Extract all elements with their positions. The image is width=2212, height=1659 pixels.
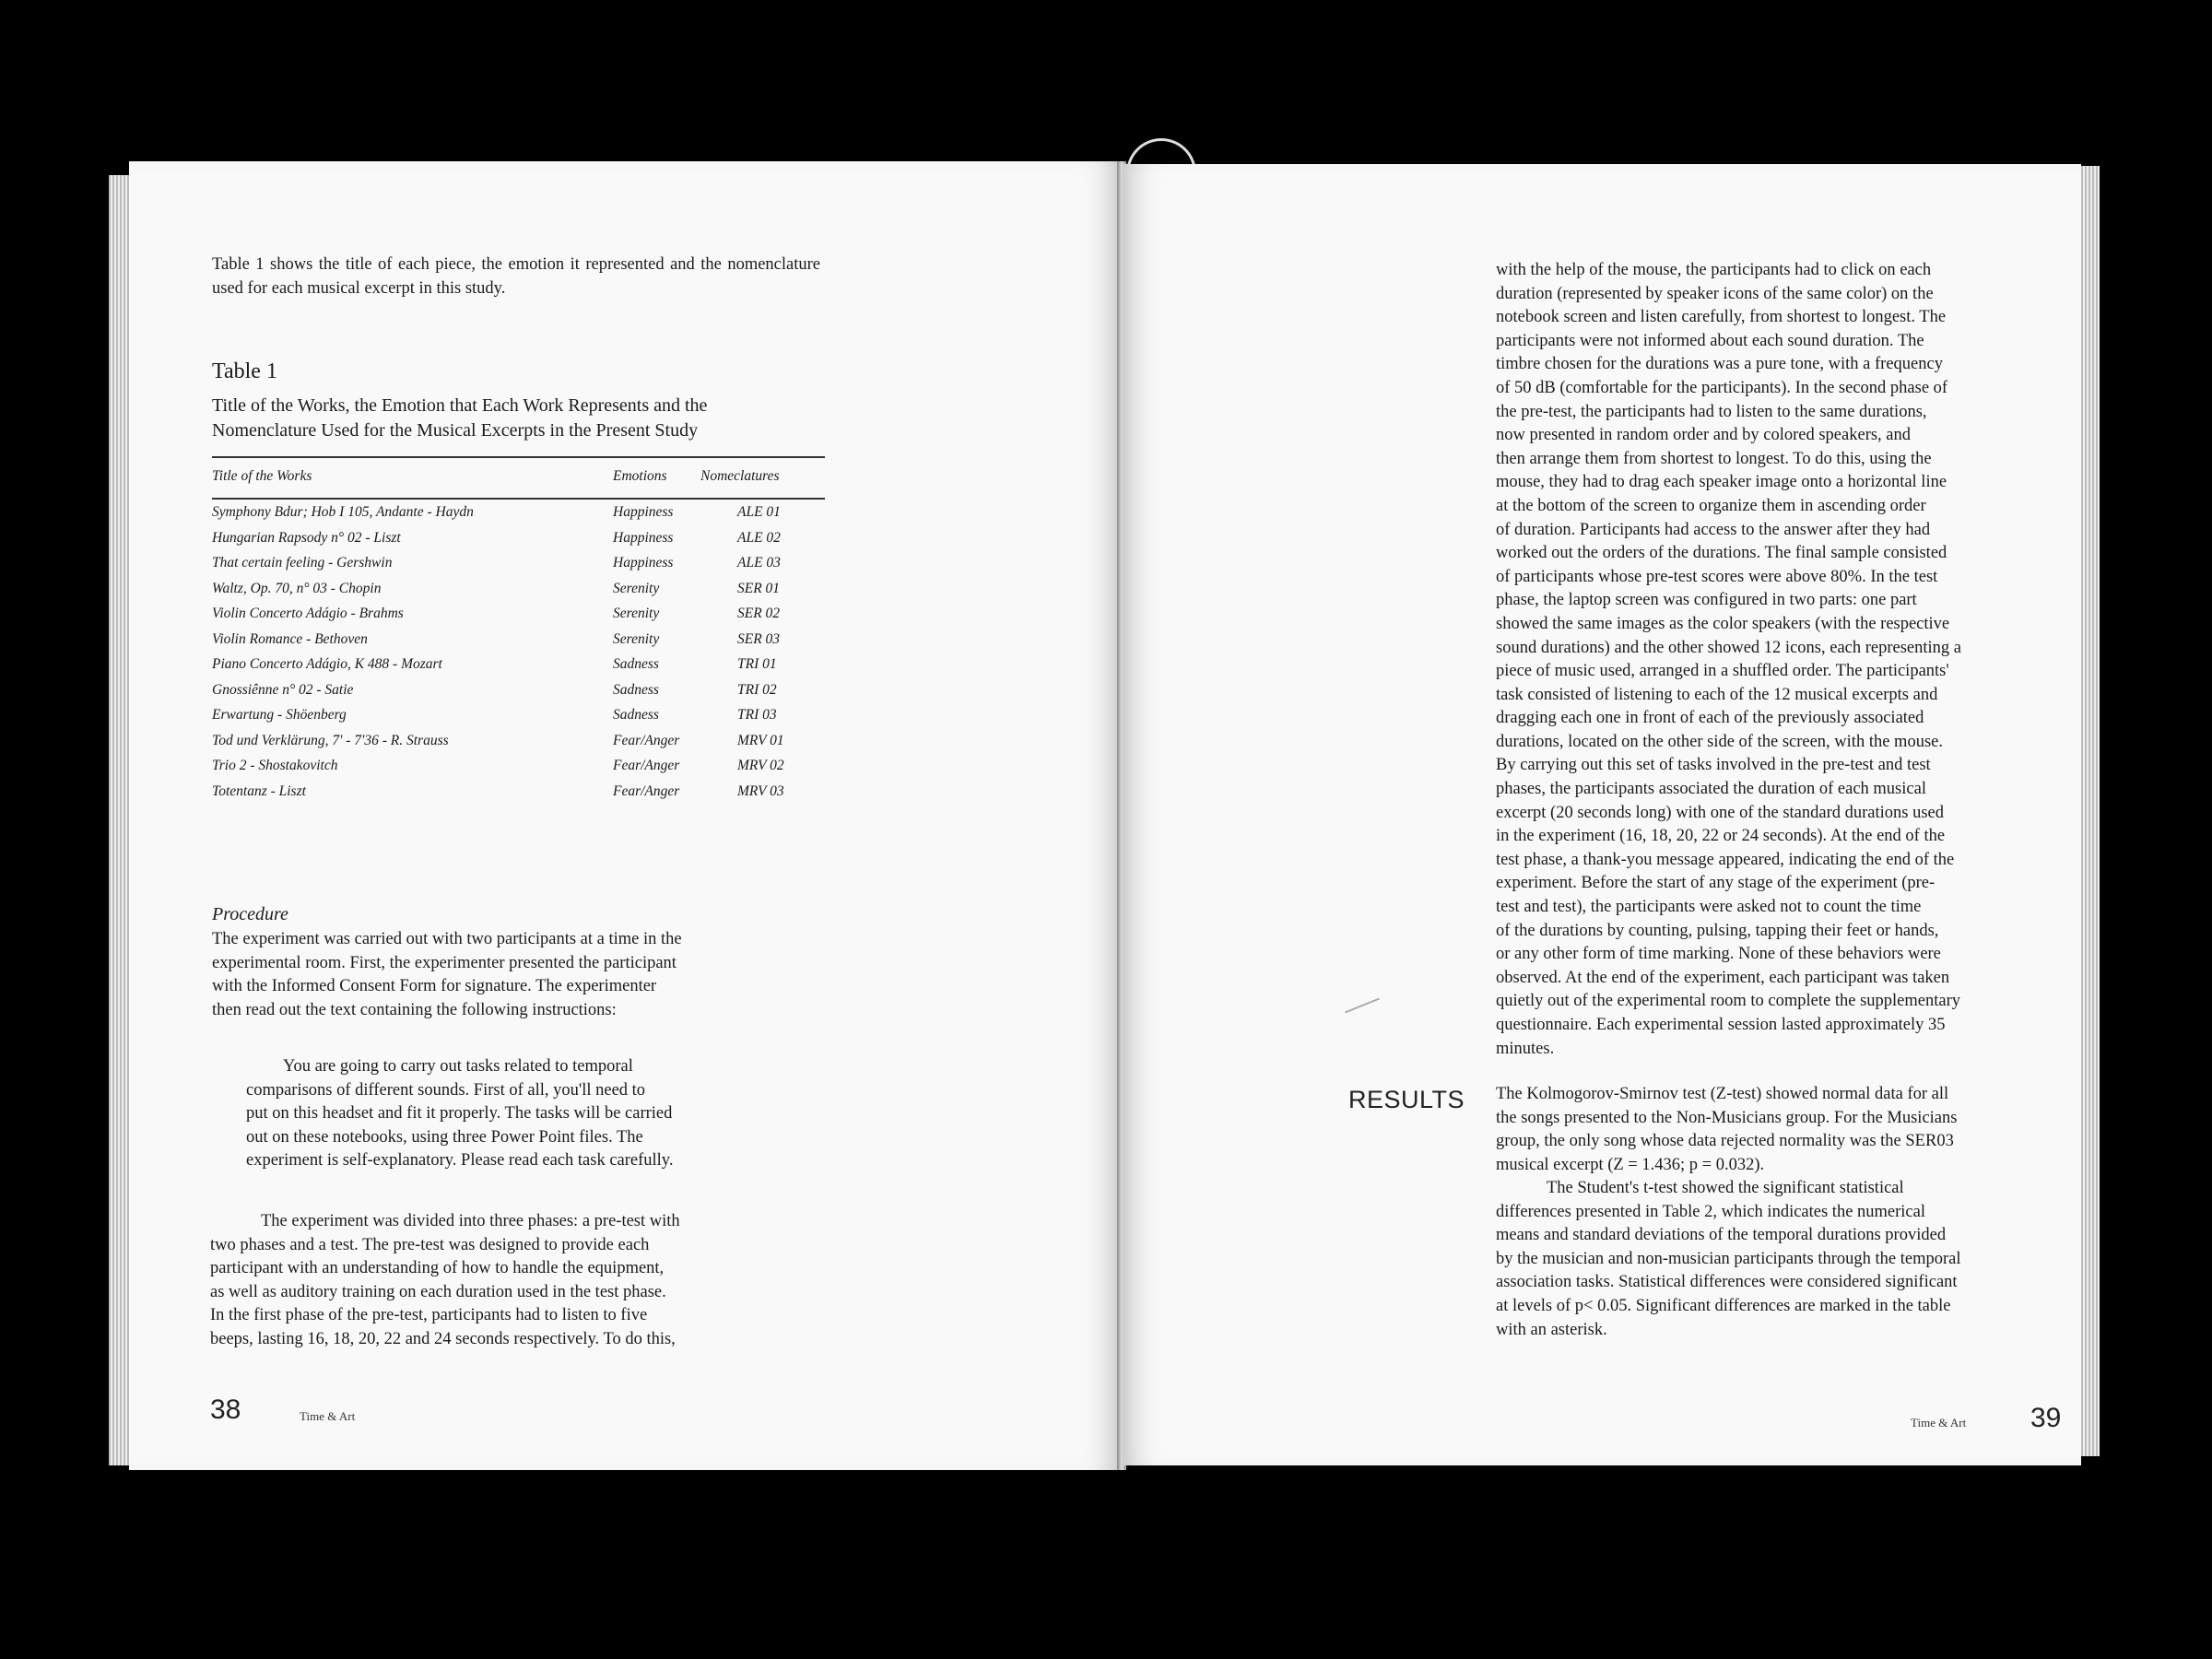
text-line: of the durations by counting, pulsing, tapping their feet or hands, — [1496, 921, 1939, 940]
phases-paragraph — [210, 1210, 846, 1352]
emotion-cell: Sadness — [613, 707, 659, 724]
table-row — [212, 551, 825, 577]
text-line: participant with an understanding of how to handle the equipment, — [210, 1259, 665, 1278]
text-line: put on this headset and fit it properly. The tasks will be carried — [246, 1104, 673, 1124]
text-line: of duration. Participants had access to the answer after they had — [1496, 520, 1931, 539]
text-line: quietly out of the experimental room to complete the supplementary — [1496, 992, 1960, 1011]
text-line: showed the same images as the color speakers (with the respective — [1496, 614, 1950, 633]
nomenclature-cell: SER 02 — [737, 606, 781, 622]
nomenclature-cell: TRI 03 — [737, 707, 777, 724]
table-top-rule — [212, 456, 825, 458]
running-title-right: Time & Art — [1911, 1416, 1967, 1430]
text-line: by the musician and non-musician participants through the temporal — [1496, 1249, 1961, 1268]
text-line: notebook screen and listen carefully, from shortest to longest. The — [1496, 308, 1947, 327]
text-line: beeps, lasting 16, 18, 20, 22 and 24 seconds respectively. To do this, — [210, 1329, 676, 1348]
results-paragraph-2 — [1496, 1177, 2077, 1342]
text-line: The experiment was carried out with two participants at a time in the — [212, 930, 682, 948]
text-line: By carrying out this set of tasks involved in the pre-test and test — [1496, 756, 1931, 775]
text-line: at the bottom of the screen to organize them in ascending order — [1496, 496, 1926, 515]
nomenclature-cell: TRI 01 — [737, 656, 777, 673]
text-line: questionnaire. Each experimental session lasted approximately 35 — [1496, 1016, 1946, 1034]
results-paragraph — [1496, 1083, 2067, 1177]
text-line: The experiment was divided into three phases: a pre-test with — [261, 1212, 680, 1230]
nomenclature-cell: ALE 02 — [737, 529, 781, 546]
text-line: test and test), the participants were asked not to count the time — [1496, 898, 1922, 917]
work-title-cell: Hungarian Rapsody n° 02 - Liszt — [212, 529, 401, 546]
table-row — [212, 602, 825, 628]
text-line: with an asterisk. — [1496, 1320, 1607, 1339]
column-header-emotions: Emotions — [613, 467, 667, 484]
text-line: The Kolmogorov-Smirnov test (Z-test) showed normal data for all — [1496, 1085, 1949, 1103]
emotion-cell: Fear/Anger — [613, 758, 680, 774]
work-title-cell: Symphony Bdur; Hob I 105, Andante - Haydn — [212, 504, 474, 521]
running-title-left: Time & Art — [300, 1409, 356, 1423]
text-line: now presented in random order and by colored speakers, and — [1496, 426, 1912, 445]
text-line: phase, the laptop screen was configured in two parts: one part — [1496, 591, 1917, 610]
continued-paragraph — [1496, 259, 2067, 1061]
work-title-cell: Erwartung - Shöenberg — [212, 707, 347, 724]
work-title-cell: Gnossiênne n° 02 - Satie — [212, 681, 354, 698]
text-line: with the Informed Consent Form for signature. The experimenter — [212, 977, 657, 996]
table-row — [212, 627, 825, 653]
text-line: timbre chosen for the durations was a pure tone, with a frequency — [1496, 355, 1943, 374]
intro-paragraph: Table 1 shows the title of each piece, the emotion it represented and the nomenclature used for each musical excerpt in this study. — [212, 255, 820, 298]
text-line: comparisons of different sounds. First of all, you'll need to — [246, 1080, 646, 1100]
table-row — [212, 525, 825, 551]
work-title-cell: Tod und Verklärung, 7' - 7'36 - R. Strauss — [212, 732, 449, 748]
text-line: then arrange them from shortest to longest. To do this, using the — [1496, 449, 1932, 468]
text-line: phases, the participants associated the duration of each musical — [1496, 780, 1926, 799]
instructions-quote — [246, 1055, 799, 1173]
emotion-cell: Serenity — [613, 630, 660, 647]
text-line: experimental room. First, the experimenter presented the participant — [212, 953, 677, 972]
text-line: association tasks. Statistical differences were considered significant — [1496, 1273, 1958, 1292]
table-row — [212, 703, 825, 729]
table-row — [212, 576, 825, 602]
text-line: at levels of p< 0.05. Significant differences are marked in the table — [1496, 1296, 1951, 1315]
text-line: the pre-test, the participants had to listen to the same durations, — [1496, 402, 1927, 421]
text-line: of 50 dB (comfortable for the participants). In the second phase of — [1496, 378, 1948, 397]
nomenclature-cell: MRV 01 — [737, 732, 784, 748]
text-line: as well as auditory training on each duration used in the test phase. — [210, 1282, 666, 1301]
emotion-cell: Happiness — [613, 529, 674, 546]
work-title-cell: Totentanz - Liszt — [212, 782, 306, 799]
text-line: The Student's t-test showed the significant statistical — [1547, 1179, 1904, 1197]
table-header-row — [212, 464, 825, 489]
table-body — [212, 489, 825, 805]
work-title-cell: Waltz, Op. 70, n° 03 - Chopin — [212, 580, 382, 596]
table-caption: Title of the Works, the Emotion that Each Work Represents and the Nomenclature Used for the Musical Excerpts in the Present Study — [212, 395, 708, 441]
text-line: in the experiment (16, 18, 20, 22 or 24 seconds). At the end of the — [1496, 827, 1946, 846]
emotion-cell: Fear/Anger — [613, 782, 680, 799]
nomenclature-cell: MRV 03 — [737, 782, 784, 799]
text-line: experiment. Before the start of any stage of the experiment (pre- — [1496, 874, 1936, 893]
table-row — [212, 754, 825, 780]
text-line: You are going to carry out tasks related to temporal — [283, 1057, 633, 1076]
works-table — [212, 464, 825, 805]
text-line: means and standard deviations of the temporal durations provided — [1496, 1226, 1947, 1245]
table-row — [212, 489, 825, 526]
nomenclature-cell: ALE 03 — [737, 555, 781, 571]
emotion-cell: Sadness — [613, 656, 659, 673]
work-title-cell: Piano Concerto Adágio, K 488 - Mozart — [212, 656, 442, 673]
text-line: two phases and a test. The pre-test was designed to provide each — [210, 1235, 650, 1254]
table-row — [212, 677, 825, 703]
page-mark — [1345, 998, 1380, 1014]
text-line: duration (represented by speaker icons of the same color) on the — [1496, 284, 1934, 303]
table-label: Table 1 — [212, 359, 277, 383]
nomenclature-cell: TRI 02 — [737, 681, 777, 698]
column-header-nomenclatures: Nomeclatures — [700, 467, 780, 484]
table-row — [212, 653, 825, 678]
column-header-title: Title of the Works — [212, 467, 312, 484]
emotion-cell: Sadness — [613, 681, 659, 698]
emotion-cell: Fear/Anger — [613, 732, 680, 748]
procedure-heading: Procedure — [212, 904, 288, 924]
text-line: differences presented in Table 2, which indicates the numerical — [1496, 1202, 1925, 1221]
emotion-cell: Happiness — [613, 504, 674, 521]
right-page — [1123, 164, 2081, 1465]
emotion-cell: Serenity — [613, 606, 660, 622]
text-line: out on these notebooks, using three Power Point files. The — [246, 1127, 643, 1147]
text-line: or any other form of time marking. None of these behaviors were — [1496, 945, 1941, 964]
table-row — [212, 728, 825, 754]
text-line: mouse, they had to drag each speaker image onto a horizontal line — [1496, 473, 1947, 492]
page-edges-left — [109, 175, 131, 1465]
emotion-cell: Happiness — [613, 555, 674, 571]
page-edges-right — [2079, 166, 2100, 1456]
text-line: observed. At the end of the experiment, each participant was taken — [1496, 968, 1950, 987]
page-number-right: 39 — [2030, 1403, 2062, 1433]
page-number-left: 38 — [210, 1394, 241, 1425]
nomenclature-cell: ALE 01 — [737, 504, 781, 521]
text-line: group, the only song whose data rejected normality was the SER03 — [1496, 1132, 1954, 1151]
text-line: durations, located on the other side of the screen, with the mouse. — [1496, 732, 1943, 751]
text-line: of participants whose pre-test scores were above 80%. In the test — [1496, 567, 1938, 586]
text-line: experiment is self-explanatory. Please read each task carefully. — [246, 1151, 674, 1171]
emotion-cell: Serenity — [613, 580, 660, 596]
work-title-cell: Trio 2 - Shostakovitch — [212, 758, 338, 774]
table-row — [212, 779, 825, 805]
text-line: sound durations) and the other showed 12 icons, each representing a — [1496, 638, 1962, 657]
procedure-paragraph — [212, 928, 839, 1022]
results-heading: RESULTS — [1348, 1086, 1465, 1113]
text-line: test phase, a thank-you message appeared, indicating the end of the — [1496, 850, 1955, 869]
text-line: task consisted of listening to each of the 12 musical excerpts and — [1496, 685, 1938, 704]
work-title-cell: Violin Romance - Bethoven — [212, 630, 368, 647]
text-line: then read out the text containing the following instructions: — [212, 1000, 617, 1019]
text-line: worked out the orders of the durations. The final sample consisted — [1496, 544, 1947, 563]
nomenclature-cell: SER 01 — [737, 580, 781, 596]
work-title-cell: Violin Concerto Adágio - Brahms — [212, 606, 404, 622]
text-line: piece of music used, arranged in a shuffled order. The participants' — [1496, 662, 1949, 681]
nomenclature-cell: SER 03 — [737, 630, 781, 647]
text-line: excerpt (20 seconds long) with one of the standard durations used — [1496, 803, 1945, 822]
text-line: In the first phase of the pre-test, participants had to listen to five — [210, 1306, 648, 1325]
text-line: musical excerpt (Z = 1.436; p = 0.032). — [1496, 1155, 1765, 1174]
left-page — [129, 161, 1120, 1470]
work-title-cell: That certain feeling - Gershwin — [212, 555, 393, 571]
text-line: with the help of the mouse, the participants had to click on each — [1496, 261, 1932, 279]
text-line: participants were not informed about each sound duration. The — [1496, 331, 1924, 350]
text-line: dragging each one in front of each of the previously associated — [1496, 709, 1924, 728]
text-line: the songs presented to the Non-Musicians group. For the Musicians — [1496, 1108, 1958, 1127]
text-line: minutes. — [1496, 1039, 1555, 1058]
nomenclature-cell: MRV 02 — [737, 758, 784, 774]
